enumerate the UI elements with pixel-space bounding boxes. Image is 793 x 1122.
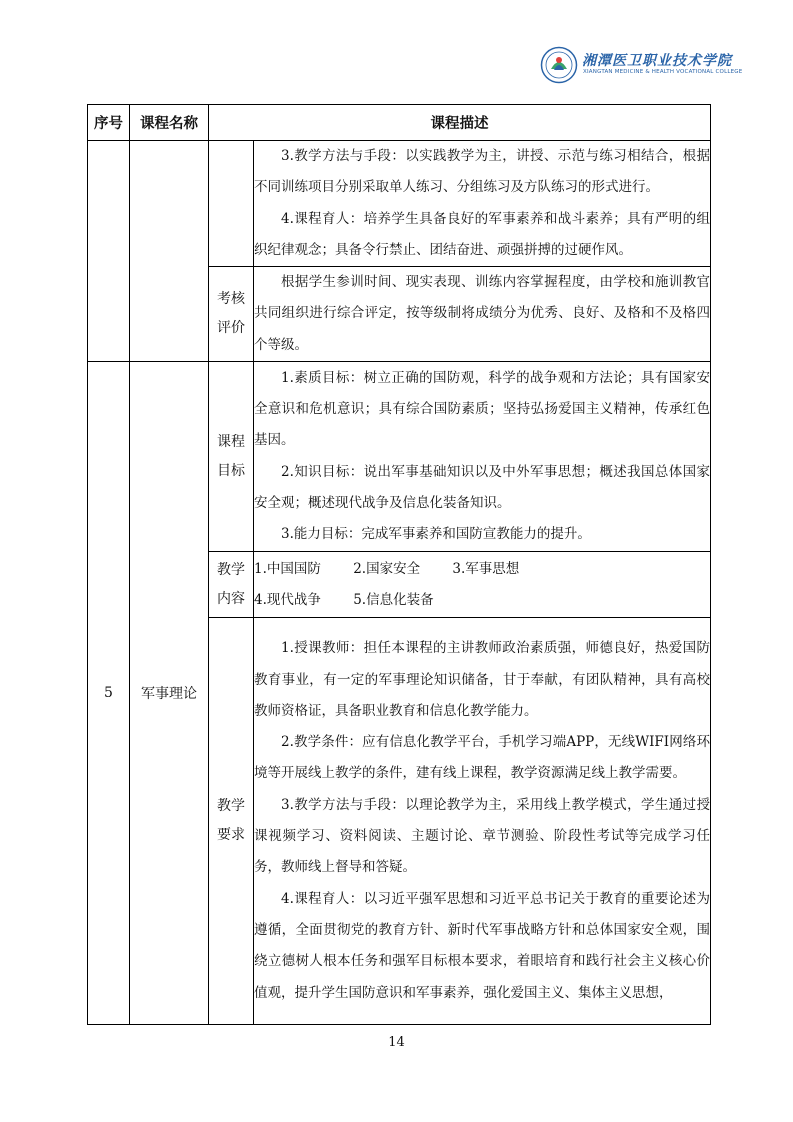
course-description-table: [87, 104, 711, 1025]
assessment-paragraph: 根据学生参训时间、现实表现、训练内容掌握程度，由学校和施训教官共同组织进行综合评定，按等级制将成绩分为优秀、良好、及格和不及格四个等级。: [254, 274, 710, 353]
prev-education-paragraph: 4.课程育人：培养学生具备良好的军事素养和战斗素养；具有严明的组织纪律观念；具备令行禁止、团结奋进、顽强拼搏的过硬作风。: [254, 210, 710, 258]
prev-course-label-cell: [209, 141, 254, 267]
content-item: 4.现代战争: [254, 591, 321, 608]
header-seq: 序号: [88, 105, 130, 141]
header-course-name: 课程名称: [130, 105, 209, 141]
requirement-teacher: 1.授课教师：担任本课程的主讲教师政治素质强，师德良好，热爱国防教育事业，有一定的军事理论知识储备，甘于奉献，有团队精神，具有高校教师资格证，具备职业教育和信息化教学能力。: [254, 640, 710, 719]
course-seq-cell: [88, 362, 130, 1025]
content-item: 1.中国国防: [254, 560, 321, 577]
prev-course-name-cell: [130, 141, 209, 362]
objective-quality: 1.素质目标：树立正确的国防观，科学的战争观和方法论；具有国家安全意识和危机意识；具有综合国防素质；坚持弘扬爱国主义精神，传承红色基因。: [254, 369, 710, 449]
college-name-en: XIANGTAN MEDICINE & HEALTH VOCATIONAL COLLEGE: [583, 69, 743, 75]
college-name-cn: 湘潭医卫职业技术学院: [582, 53, 732, 69]
assessment-label: 考核评价: [217, 291, 245, 337]
prev-methods-paragraph: 3.教学方法与手段：以实践教学为主，讲授、示范与练习相结合，根据不同训练项目分别采取单人练习、分组练习及方队练习的形式进行。: [254, 148, 710, 196]
content-items-line-2: [254, 585, 710, 616]
content-item: 3.军事思想: [452, 560, 520, 577]
assessment-label-cell: [209, 267, 254, 362]
content-item: 5.信息化装备: [353, 591, 434, 608]
header-course-description: 课程描述: [209, 105, 711, 141]
content-label-cell: [209, 552, 254, 618]
objectives-cell: [254, 362, 711, 552]
requirements-cell: [254, 618, 711, 1025]
objective-ability: 3.能力目标：完成军事素养和国防宣教能力的提升。: [281, 526, 591, 543]
college-logo: [540, 46, 743, 86]
prev-course-seq-cell: [88, 141, 130, 362]
table-row: [88, 141, 711, 267]
table-row: [88, 362, 711, 552]
course-name: 军事理论: [141, 686, 197, 703]
prev-course-methods-cell: [254, 141, 711, 267]
content-items-cell: [254, 552, 711, 618]
requirement-conditions: 2.教学条件：应有信息化教学平台，手机学习端APP，无线WIFI网络环境等开展线上教学的条件，建有线上课程，教学资源满足线上教学需要。: [254, 734, 710, 782]
college-emblem-icon: [540, 46, 578, 84]
assessment-text-cell: [254, 267, 711, 362]
requirements-label: 教学要求: [217, 798, 245, 844]
page-number: 14: [388, 1035, 405, 1050]
requirement-methods: 3.教学方法与手段：以理论教学为主，采用线上教学模式，学生通过授课视频学习、资料阅读、主题讨论、章节测验、阶段性考试等完成学习任务，教师线上督导和答疑。: [254, 796, 710, 876]
objectives-label: 课程目标: [217, 433, 245, 479]
requirements-label-cell: [209, 618, 254, 1025]
content-item: 2.国家安全: [353, 560, 421, 577]
content-label: 教学内容: [217, 561, 245, 607]
requirement-education: 4.课程育人：以习近平强军思想和习近平总书记关于教育的重要论述为遵循，全面贯彻党的教育方针、新时代军事战略方针和总体国家安全观，围绕立德树人根本任务和强军目标根本要求，着眼培育和践行社会主义核心价值观，提升学生国防意识和军事素养，强化爱国主义、集体主义思想，: [254, 890, 710, 1001]
course-seq: 5: [104, 685, 113, 702]
course-name-cell: [130, 362, 209, 1025]
objectives-label-cell: [209, 362, 254, 552]
table-header-row: [88, 105, 711, 141]
objective-knowledge: 2.知识目标：说出军事基础知识以及中外军事思想；概述我国总体国家安全观；概述现代战争及信息化装备知识。: [254, 463, 710, 511]
content-items-line-1: [254, 554, 710, 585]
